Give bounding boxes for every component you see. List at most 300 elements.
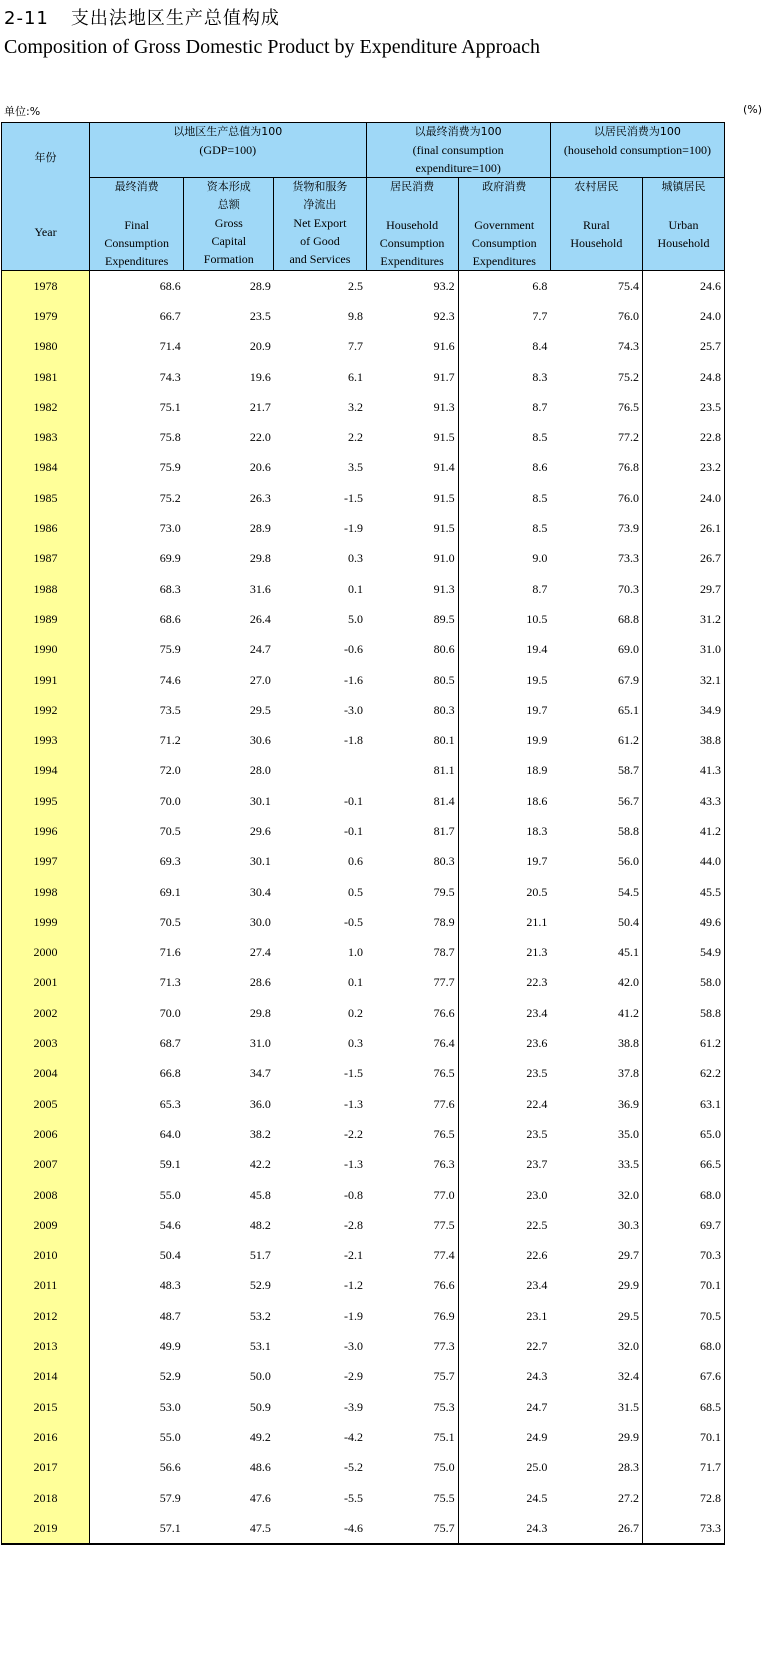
value-cell: 53.0 xyxy=(90,1392,184,1422)
value-cell: -1.9 xyxy=(344,521,364,536)
table-row xyxy=(2,1210,725,1240)
gdp-composition-table xyxy=(1,122,725,1545)
value-cell: 75.1 xyxy=(90,392,184,422)
value-cell: 75.7 xyxy=(433,1369,455,1384)
column-header-net-export xyxy=(274,178,366,271)
value-cell: 76.5 xyxy=(433,1126,455,1141)
value-cell: -4.6 xyxy=(274,1513,366,1544)
table-header xyxy=(2,123,725,271)
value-cell: 77.2 xyxy=(617,430,639,445)
value-cell: 19.6 xyxy=(249,369,271,384)
value-cell: 91.3 xyxy=(433,581,455,596)
year-header-zh: 年份 xyxy=(34,151,57,164)
value-cell: -1.5 xyxy=(344,1066,364,1081)
value-cell: 22.6 xyxy=(458,1241,550,1271)
table-row xyxy=(2,1483,725,1513)
year-cell: 2002 xyxy=(2,998,90,1028)
value-cell: 91.0 xyxy=(433,551,455,566)
year-cell: 2010 xyxy=(2,1241,90,1271)
value-cell: 70.1 xyxy=(642,1422,724,1452)
group-header-en: expenditure=100) xyxy=(415,161,501,175)
value-cell: 29.7 xyxy=(617,1248,639,1263)
value-cell: 24.9 xyxy=(458,1422,550,1452)
value-cell: 26.1 xyxy=(642,513,724,543)
value-cell: 69.0 xyxy=(617,642,639,657)
table-row xyxy=(2,271,725,302)
value-cell: 57.9 xyxy=(90,1483,184,1513)
year-cell: 1979 xyxy=(2,301,90,331)
value-cell: 19.4 xyxy=(458,635,550,665)
value-cell: 29.8 xyxy=(249,551,271,566)
column-header-en: Gross xyxy=(214,216,243,230)
value-cell: 29.9 xyxy=(617,1429,639,1444)
value-cell: 49.9 xyxy=(90,1331,184,1361)
table-row xyxy=(2,1271,725,1301)
table-row xyxy=(2,725,725,755)
value-cell: 89.5 xyxy=(433,611,455,626)
value-cell: 28.9 xyxy=(249,278,271,293)
value-cell: 0.5 xyxy=(348,884,364,899)
group-header-en: (final consumption xyxy=(412,143,504,157)
value-cell: 70.5 xyxy=(642,1301,724,1331)
year-cell: 1988 xyxy=(2,574,90,604)
value-cell: 68.0 xyxy=(642,1331,724,1361)
value-cell: 47.6 xyxy=(249,1490,271,1505)
value-cell: -1.3 xyxy=(344,1157,364,1172)
value-cell: 0.3 xyxy=(348,1036,364,1051)
year-cell: 1993 xyxy=(2,725,90,755)
value-cell: 9.0 xyxy=(458,544,550,574)
value-cell: 31.6 xyxy=(249,581,271,596)
value-cell: 45.1 xyxy=(617,945,639,960)
group-header-final-consumption xyxy=(366,123,550,178)
table-row xyxy=(2,1059,725,1089)
value-cell: 55.0 xyxy=(90,1180,184,1210)
table-row xyxy=(2,665,725,695)
value-cell: 77.7 xyxy=(433,975,455,990)
value-cell: 23.4 xyxy=(458,998,550,1028)
value-cell: -3.0 xyxy=(344,1339,364,1354)
value-cell: 51.7 xyxy=(249,1248,271,1263)
year-cell: 1991 xyxy=(2,665,90,695)
value-cell: 24.8 xyxy=(642,362,724,392)
value-cell: 5.0 xyxy=(348,611,364,626)
value-cell: 58.8 xyxy=(642,998,724,1028)
value-cell: 50.9 xyxy=(249,1399,271,1414)
value-cell: 68.7 xyxy=(90,1028,184,1058)
value-cell: 67.6 xyxy=(642,1362,724,1392)
value-cell: 67.9 xyxy=(617,672,639,687)
group-header-zh: 以地区生产总值为100 xyxy=(173,125,283,138)
value-cell: 41.3 xyxy=(642,756,724,786)
value-cell: 62.2 xyxy=(642,1059,724,1089)
year-cell: 1992 xyxy=(2,695,90,725)
table-row xyxy=(2,968,725,998)
column-header-en: Expenditures xyxy=(472,254,536,268)
value-cell: 70.5 xyxy=(90,907,184,937)
value-cell: 30.0 xyxy=(249,914,271,929)
year-cell: 1995 xyxy=(2,786,90,816)
year-cell: 1994 xyxy=(2,756,90,786)
year-cell: 2008 xyxy=(2,1180,90,1210)
year-cell: 2005 xyxy=(2,1089,90,1119)
table-row xyxy=(2,422,725,452)
value-cell: 73.0 xyxy=(90,513,184,543)
year-cell: 2017 xyxy=(2,1453,90,1483)
value-cell: 80.3 xyxy=(433,854,455,869)
value-cell: 70.0 xyxy=(90,998,184,1028)
value-cell: 76.9 xyxy=(433,1308,455,1323)
value-cell: 80.5 xyxy=(433,672,455,687)
value-cell: -1.2 xyxy=(344,1278,364,1293)
table-row xyxy=(2,1362,725,1392)
column-header-en: Final xyxy=(124,218,149,232)
value-cell: 24.3 xyxy=(458,1362,550,1392)
value-cell: 61.2 xyxy=(617,733,639,748)
column-header-en: Household xyxy=(570,236,623,250)
value-cell: 26.7 xyxy=(642,544,724,574)
value-cell: 65.1 xyxy=(617,702,639,717)
value-cell: 8.7 xyxy=(458,574,550,604)
value-cell: 58.0 xyxy=(642,968,724,998)
year-cell: 1982 xyxy=(2,392,90,422)
value-cell: 91.5 xyxy=(433,490,455,505)
value-cell: 27.4 xyxy=(249,945,271,960)
table-row xyxy=(2,695,725,725)
value-cell: 3.5 xyxy=(348,460,364,475)
value-cell: -0.1 xyxy=(344,823,364,838)
year-cell: 2006 xyxy=(2,1119,90,1149)
value-cell: 30.3 xyxy=(617,1217,639,1232)
value-cell: 22.5 xyxy=(458,1210,550,1240)
value-cell: -3.0 xyxy=(344,702,364,717)
column-header-gross-capital xyxy=(184,178,274,271)
value-cell: 74.6 xyxy=(90,665,184,695)
value-cell: 81.7 xyxy=(433,823,455,838)
value-cell: 32.0 xyxy=(617,1339,639,1354)
value-cell: 29.9 xyxy=(617,1278,639,1293)
value-cell: 57.1 xyxy=(90,1513,184,1544)
value-cell: 77.3 xyxy=(433,1339,455,1354)
value-cell: 45.5 xyxy=(642,877,724,907)
value-cell: 32.4 xyxy=(617,1369,639,1384)
value-cell: 50.4 xyxy=(90,1241,184,1271)
value-cell: 28.0 xyxy=(249,763,271,778)
value-cell: 24.0 xyxy=(642,301,724,331)
value-cell: 81.4 xyxy=(433,793,455,808)
year-cell: 1998 xyxy=(2,877,90,907)
table-title-en: Composition of Gross Domestic Product by Expenditure Approach xyxy=(4,36,541,58)
year-cell: 2016 xyxy=(2,1422,90,1452)
table-row xyxy=(2,756,725,786)
group-header-zh: 以居民消费为100 xyxy=(593,125,681,138)
value-cell: 71.6 xyxy=(90,938,184,968)
table-row xyxy=(2,1089,725,1119)
value-cell: 21.1 xyxy=(458,907,550,937)
value-cell: 48.2 xyxy=(249,1217,271,1232)
table-row xyxy=(2,1119,725,1149)
column-header-en: Net Export xyxy=(293,216,347,230)
value-cell: 76.4 xyxy=(433,1036,455,1051)
value-cell: 33.5 xyxy=(617,1157,639,1172)
value-cell: 23.2 xyxy=(642,453,724,483)
value-cell: 93.2 xyxy=(433,278,455,293)
group-header-zh: 以最终消费为100 xyxy=(414,125,502,138)
value-cell: 41.2 xyxy=(617,1005,639,1020)
value-cell: 80.1 xyxy=(433,733,455,748)
value-cell: 71.3 xyxy=(90,968,184,998)
value-cell: 24.7 xyxy=(458,1392,550,1422)
column-header-en: Household xyxy=(386,218,439,232)
value-cell: 76.3 xyxy=(433,1157,455,1172)
column-header-en: Capital xyxy=(211,234,247,248)
value-cell: 0.2 xyxy=(348,1005,364,1020)
group-header-household-consumption xyxy=(550,123,724,178)
value-cell: 22.8 xyxy=(642,422,724,452)
table-row xyxy=(2,877,725,907)
value-cell: 24.5 xyxy=(458,1483,550,1513)
value-cell: 6.1 xyxy=(348,369,364,384)
value-cell: 50.0 xyxy=(249,1369,271,1384)
value-cell: 69.3 xyxy=(90,847,184,877)
year-cell: 1985 xyxy=(2,483,90,513)
value-cell: 29.7 xyxy=(642,574,724,604)
value-cell: 54.6 xyxy=(90,1210,184,1240)
value-cell: 32.1 xyxy=(642,665,724,695)
year-cell: 2000 xyxy=(2,938,90,968)
value-cell: 19.9 xyxy=(458,725,550,755)
column-header-zh: 城镇居民 xyxy=(661,180,706,193)
value-cell: 54.9 xyxy=(642,938,724,968)
value-cell: 43.3 xyxy=(642,786,724,816)
year-column-header xyxy=(2,123,90,271)
value-cell: 2.5 xyxy=(348,278,364,293)
table-title-zh xyxy=(4,4,280,30)
year-cell: 2019 xyxy=(2,1513,90,1544)
value-cell: 41.2 xyxy=(642,816,724,846)
column-header-en: Formation xyxy=(203,252,254,266)
value-cell: 75.1 xyxy=(433,1429,455,1444)
value-cell: 30.6 xyxy=(249,733,271,748)
year-cell: 2003 xyxy=(2,1028,90,1058)
value-cell: 22.0 xyxy=(249,430,271,445)
value-cell: -0.5 xyxy=(344,914,364,929)
value-cell: -2.1 xyxy=(344,1248,364,1263)
value-cell: 24.7 xyxy=(249,642,271,657)
year-header-en: Year xyxy=(34,225,57,239)
value-cell: 22.7 xyxy=(458,1331,550,1361)
value-cell: 75.9 xyxy=(90,635,184,665)
value-cell: 48.3 xyxy=(90,1271,184,1301)
year-cell: 2011 xyxy=(2,1271,90,1301)
value-cell: 80.6 xyxy=(433,642,455,657)
value-cell: 31.2 xyxy=(642,604,724,634)
value-cell: 35.0 xyxy=(617,1126,639,1141)
column-header-en: and Services xyxy=(289,252,351,266)
value-cell: 72.8 xyxy=(642,1483,724,1513)
value-cell: 70.0 xyxy=(90,786,184,816)
value-cell: 31.0 xyxy=(642,635,724,665)
column-header-en: Consumption xyxy=(104,236,169,250)
value-cell: 21.3 xyxy=(458,938,550,968)
group-header-en: (GDP=100) xyxy=(199,143,257,157)
value-cell: 38.8 xyxy=(642,725,724,755)
value-cell: 8.6 xyxy=(458,453,550,483)
unit-label-percent: (%) xyxy=(742,103,762,116)
column-header-urban xyxy=(642,178,724,271)
unit-label: 单位:% xyxy=(4,105,41,118)
value-cell: 69.9 xyxy=(90,544,184,574)
year-cell: 1986 xyxy=(2,513,90,543)
value-cell: 49.6 xyxy=(642,907,724,937)
value-cell: 23.1 xyxy=(458,1301,550,1331)
value-cell: 36.0 xyxy=(249,1096,271,1111)
year-cell: 1984 xyxy=(2,453,90,483)
value-cell: 53.2 xyxy=(249,1308,271,1323)
year-cell: 1996 xyxy=(2,816,90,846)
group-header-gdp xyxy=(90,123,366,178)
value-cell: 23.5 xyxy=(249,308,271,323)
value-cell: 77.6 xyxy=(433,1096,455,1111)
value-cell: 91.7 xyxy=(433,369,455,384)
value-cell: 91.3 xyxy=(433,399,455,414)
value-cell: 45.8 xyxy=(249,1187,271,1202)
column-header-zh: 最终消费 xyxy=(114,180,159,193)
table-row xyxy=(2,1241,725,1271)
column-header-en: Consumption xyxy=(379,236,445,250)
year-cell: 2009 xyxy=(2,1210,90,1240)
year-cell: 1989 xyxy=(2,604,90,634)
value-cell: 73.3 xyxy=(642,1513,724,1544)
table-row xyxy=(2,938,725,968)
value-cell: 28.9 xyxy=(249,521,271,536)
value-cell: 68.3 xyxy=(90,574,184,604)
table-number: 2-11 xyxy=(4,8,49,29)
value-cell: 8.5 xyxy=(458,513,550,543)
year-cell: 1980 xyxy=(2,332,90,362)
table-row xyxy=(2,1392,725,1422)
value-cell: 53.1 xyxy=(249,1339,271,1354)
table-row xyxy=(2,847,725,877)
value-cell: 76.8 xyxy=(617,460,639,475)
value-cell: 77.4 xyxy=(433,1248,455,1263)
value-cell: 76.5 xyxy=(617,399,639,414)
value-cell: 19.7 xyxy=(458,695,550,725)
value-cell: 8.4 xyxy=(458,332,550,362)
value-cell: 8.7 xyxy=(458,392,550,422)
value-cell: 34.7 xyxy=(249,1066,271,1081)
value-cell: 28.6 xyxy=(249,975,271,990)
value-cell: 59.1 xyxy=(90,1150,184,1180)
year-cell: 1987 xyxy=(2,544,90,574)
value-cell: 25.7 xyxy=(642,332,724,362)
value-cell: 0.1 xyxy=(348,975,364,990)
value-cell: 69.7 xyxy=(642,1210,724,1240)
value-cell: 75.7 xyxy=(366,1513,458,1544)
value-cell: 68.0 xyxy=(642,1180,724,1210)
value-cell: 29.5 xyxy=(617,1308,639,1323)
value-cell: 3.2 xyxy=(348,399,364,414)
table-row xyxy=(2,574,725,604)
table-row xyxy=(2,1150,725,1180)
value-cell: 23.4 xyxy=(458,1271,550,1301)
value-cell: 75.0 xyxy=(433,1460,455,1475)
value-cell: 75.2 xyxy=(617,369,639,384)
value-cell: 20.6 xyxy=(249,460,271,475)
table-row xyxy=(2,998,725,1028)
value-cell: -1.8 xyxy=(344,733,364,748)
value-cell: -5.5 xyxy=(344,1490,364,1505)
value-cell: -1.6 xyxy=(344,672,364,687)
value-cell: 8.5 xyxy=(458,483,550,513)
value-cell: 76.0 xyxy=(617,308,639,323)
value-cell: 28.3 xyxy=(617,1460,639,1475)
value-cell: 38.2 xyxy=(249,1126,271,1141)
value-cell: 31.0 xyxy=(249,1036,271,1051)
value-cell: 23.6 xyxy=(458,1028,550,1058)
value-cell: 76.6 xyxy=(433,1278,455,1293)
value-cell: 19.7 xyxy=(458,847,550,877)
value-cell: 65.3 xyxy=(90,1089,184,1119)
value-cell: 75.5 xyxy=(433,1490,455,1505)
value-cell: 2.2 xyxy=(348,430,364,445)
value-cell: 9.8 xyxy=(348,308,364,323)
year-cell: 1999 xyxy=(2,907,90,937)
value-cell: 75.4 xyxy=(617,278,639,293)
year-cell: 2001 xyxy=(2,968,90,998)
value-cell: 91.5 xyxy=(433,430,455,445)
value-cell: 77.5 xyxy=(433,1217,455,1232)
value-cell: 38.8 xyxy=(617,1036,639,1051)
table-row xyxy=(2,604,725,634)
table-row xyxy=(2,392,725,422)
value-cell: 56.6 xyxy=(90,1453,184,1483)
value-cell: 71.2 xyxy=(90,725,184,755)
group-header-en: (household consumption=100) xyxy=(563,143,711,157)
value-cell: 70.1 xyxy=(642,1271,724,1301)
column-header-zh: 货物和服务 xyxy=(292,180,348,193)
year-cell: 2014 xyxy=(2,1362,90,1392)
column-header-rural xyxy=(550,178,642,271)
value-cell: 58.8 xyxy=(617,823,639,838)
value-cell: -0.1 xyxy=(344,793,364,808)
value-cell: 8.5 xyxy=(458,422,550,452)
table-row xyxy=(2,453,725,483)
value-cell: -5.2 xyxy=(344,1460,364,1475)
year-cell: 1983 xyxy=(2,422,90,452)
column-header-zh: 农村居民 xyxy=(574,180,619,193)
value-cell: 0.1 xyxy=(348,581,364,596)
value-cell: 48.6 xyxy=(249,1460,271,1475)
value-cell: 27.2 xyxy=(617,1490,639,1505)
value-cell: 66.7 xyxy=(90,301,184,331)
value-cell: 42.2 xyxy=(249,1157,271,1172)
value-cell: 23.5 xyxy=(458,1119,550,1149)
table-row xyxy=(2,301,725,331)
value-cell: 30.1 xyxy=(249,793,271,808)
value-cell: -4.2 xyxy=(344,1429,364,1444)
value-cell: 30.1 xyxy=(249,854,271,869)
value-cell: -1.5 xyxy=(344,490,364,505)
value-cell: 66.8 xyxy=(90,1059,184,1089)
value-cell: 23.0 xyxy=(458,1180,550,1210)
column-header-zh: 总额 xyxy=(217,198,240,211)
value-cell: 80.3 xyxy=(433,702,455,717)
column-header-government xyxy=(458,178,550,271)
value-cell: 76.5 xyxy=(433,1066,455,1081)
column-header-en: of Good xyxy=(300,234,340,248)
value-cell: -3.9 xyxy=(344,1399,364,1414)
